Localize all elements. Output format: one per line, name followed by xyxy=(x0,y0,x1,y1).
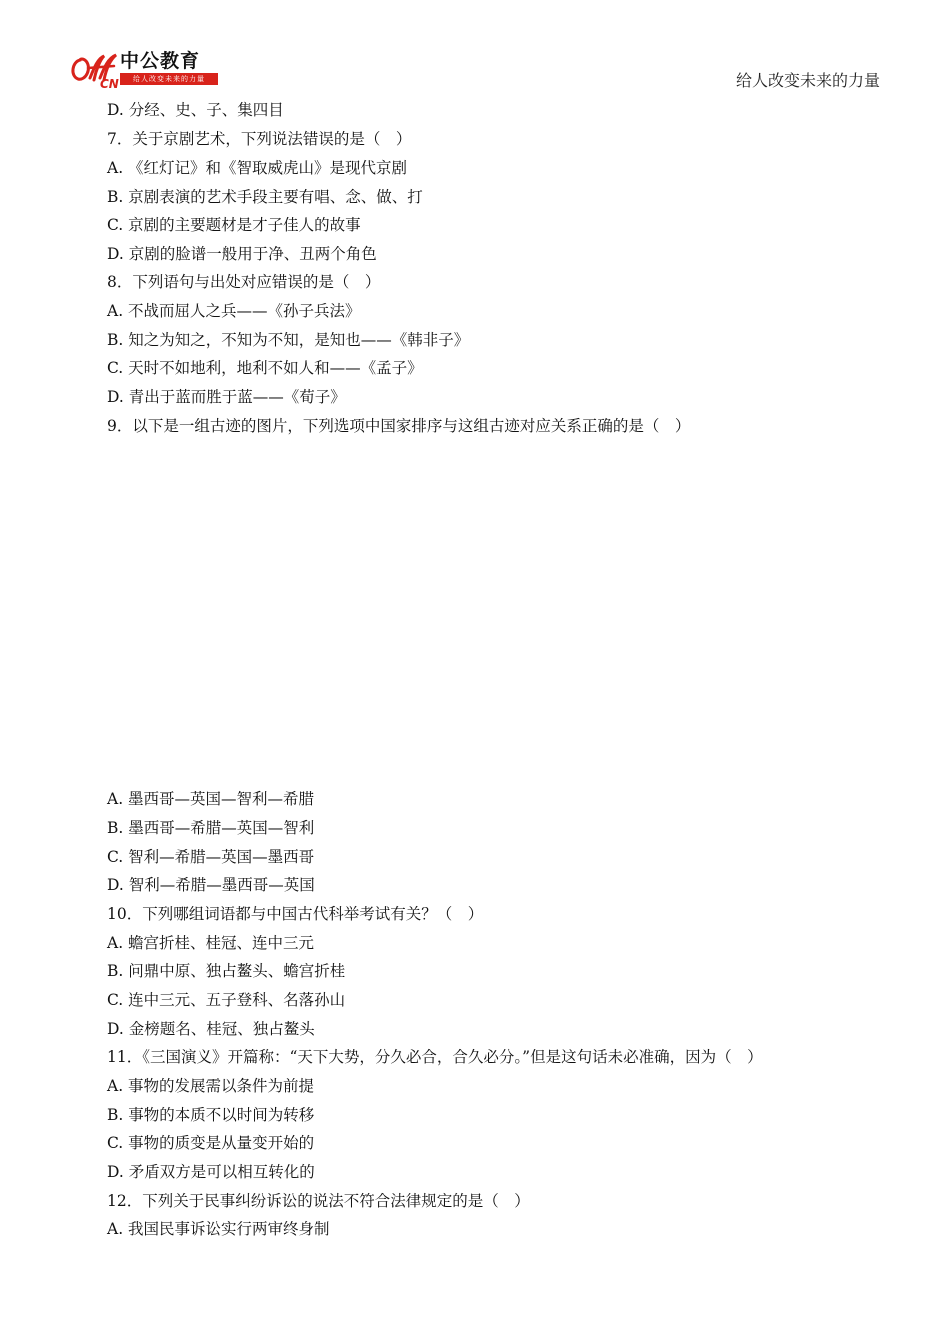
option-line: C. 连中三元、五子登科、名落孙山 xyxy=(107,991,346,1009)
question-line: 10．下列哪组词语都与中国古代科举考试有关？（ ） xyxy=(107,905,484,923)
option-line: A. 我国民事诉讼实行两审终身制 xyxy=(107,1220,330,1238)
option-line: A. 《红灯记》和《智取威虎山》是现代京剧 xyxy=(107,159,408,177)
option-line: B. 问鼎中原、独占鳌头、蟾宫折桂 xyxy=(107,962,346,980)
option-line: C. 智利—希腊—英国—墨西哥 xyxy=(107,848,315,866)
option-line: D. 青出于蓝而胜于蓝——《荀子》 xyxy=(107,388,346,406)
question-line: 7．关于京剧艺术，下列说法错误的是（ ） xyxy=(107,130,412,148)
offcn-logo xyxy=(70,50,222,90)
option-line: B. 京剧表演的艺术手段主要有唱、念、做、打 xyxy=(107,188,423,206)
option-line: D. 分经、史、子、集四目 xyxy=(107,101,284,119)
offcn-script-logo-icon xyxy=(70,50,124,90)
option-line: C. 京剧的主要题材是才子佳人的故事 xyxy=(107,216,361,234)
option-line: C. 事物的质变是从量变开始的 xyxy=(107,1134,315,1152)
option-line: D. 智利—希腊—墨西哥—英国 xyxy=(107,876,315,894)
question-line: 12．下列关于民事纠纷诉讼的说法不符合法律规定的是（ ） xyxy=(107,1192,530,1210)
svg-text:CN: CN xyxy=(100,77,119,90)
option-line: B. 事物的本质不以时间为转移 xyxy=(107,1106,315,1124)
question-line: 9．以下是一组古迹的图片，下列选项中国家排序与这组古迹对应关系正确的是（ ） xyxy=(107,417,691,435)
option-line: B. 知之为知之，不知为不知，是知也——《韩非子》 xyxy=(107,331,470,349)
landmark-image-placeholder xyxy=(107,445,843,780)
logo-title: 中公教育 xyxy=(120,50,201,72)
question-line: 8．下列语句与出处对应错误的是（ ） xyxy=(107,273,381,291)
option-line: D. 金榜题名、桂冠、独占鳌头 xyxy=(107,1020,315,1038)
option-line: A. 事物的发展需以条件为前提 xyxy=(107,1077,315,1095)
option-line: C. 天时不如地利，地利不如人和——《孟子》 xyxy=(107,359,423,377)
header-slogan: 给人改变未来的力量 xyxy=(735,71,880,90)
option-line: A. 墨西哥—英国—智利—希腊 xyxy=(107,790,315,808)
option-line: B. 墨西哥—希腊—英国—智利 xyxy=(107,819,315,837)
option-line: A. 蟾宫折桂、桂冠、连中三元 xyxy=(107,934,315,952)
logo-tagline: 给人改变未来的力量 xyxy=(120,73,218,85)
option-line: A. 不战而屈人之兵——《孙子兵法》 xyxy=(107,302,361,320)
option-line: D. 矛盾双方是可以相互转化的 xyxy=(107,1163,315,1181)
page-header xyxy=(0,0,950,100)
question-line: 11．《三国演义》开篇称：“天下大势，分久必合，合久必分。”但是这句话未必准确，因为（ ） xyxy=(107,1048,763,1066)
option-line: D. 京剧的脸谱一般用于净、丑两个角色 xyxy=(107,245,377,263)
